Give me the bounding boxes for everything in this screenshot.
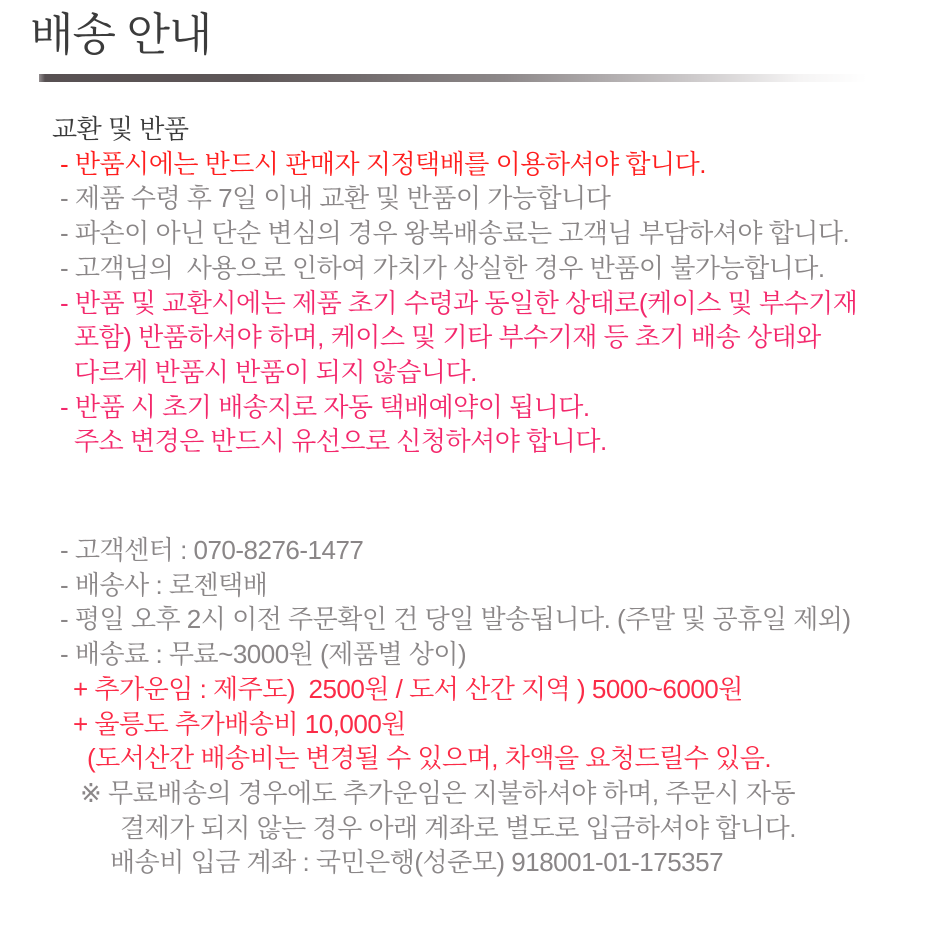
extra-fee-jeju-line: + 추가운임 : 제주도) 2500원 / 도서 산간 지역 ) 5000~6000원: [73, 673, 743, 704]
bank-account-line: 배송비 입금 계좌 : 국민은행(성준모) 918001-01-175357: [110, 847, 724, 878]
payment-note-line: 결제가 되지 않는 경우 아래 계좌로 별도로 입금하셔야 합니다.: [120, 812, 796, 843]
return-policy-line: - 고객님의 사용으로 인하여 가치가 상실한 경우 반품이 불가능합니다.: [60, 252, 825, 283]
return-policy-line: 다르게 반품시 반품이 되지 않습니다.: [74, 356, 477, 387]
return-policy-line: - 반품 시 초기 배송지로 자동 택배예약이 됩니다.: [60, 391, 590, 422]
exchange-return-heading: 교환 및 반품: [52, 114, 189, 144]
payment-note-line: ※ 무료배송의 경우에도 추가운임은 지불하셔야 하며, 주문시 자동: [80, 777, 796, 808]
return-policy-line: - 제품 수령 후 7일 이내 교환 및 반품이 가능합니다: [60, 183, 611, 214]
dispatch-schedule-line: - 평일 오후 2시 이전 주문확인 건 당일 발송됩니다. (주말 및 공휴일 제외): [60, 604, 851, 635]
return-policy-line: - 반품시에는 반드시 판매자 지정택배를 이용하셔야 합니다.: [60, 148, 707, 179]
courier-line: - 배송사 : 로젠택배: [60, 569, 268, 600]
gradient-divider: [39, 74, 884, 82]
extra-fee-notice-line: (도서산간 배송비는 변경될 수 있으며, 차액을 요청드릴수 있음.: [87, 743, 772, 774]
customer-center-line: - 고객센터 : 070-8276-1477: [60, 535, 364, 566]
page-title: 배송 안내: [30, 9, 212, 60]
return-policy-line: 주소 변경은 반드시 유선으로 신청하셔야 합니다.: [74, 426, 607, 457]
return-policy-line: 포함) 반품하셔야 하며, 케이스 및 기타 부수기재 등 초기 배송 상태와: [74, 322, 821, 353]
return-policy-line: - 반품 및 교환시에는 제품 초기 수령과 동일한 상태로(케이스 및 부수기재: [60, 287, 858, 318]
extra-fee-ulleungdo-line: + 울릉도 추가배송비 10,000원: [73, 708, 406, 739]
shipping-fee-line: - 배송료 : 무료~3000원 (제품별 상이): [60, 639, 467, 670]
return-policy-line: - 파손이 아닌 단순 변심의 경우 왕복배송료는 고객님 부담하셔야 합니다.: [60, 218, 850, 249]
shipping-info-section: [0, 533, 940, 880]
exchange-return-section: [0, 112, 940, 459]
